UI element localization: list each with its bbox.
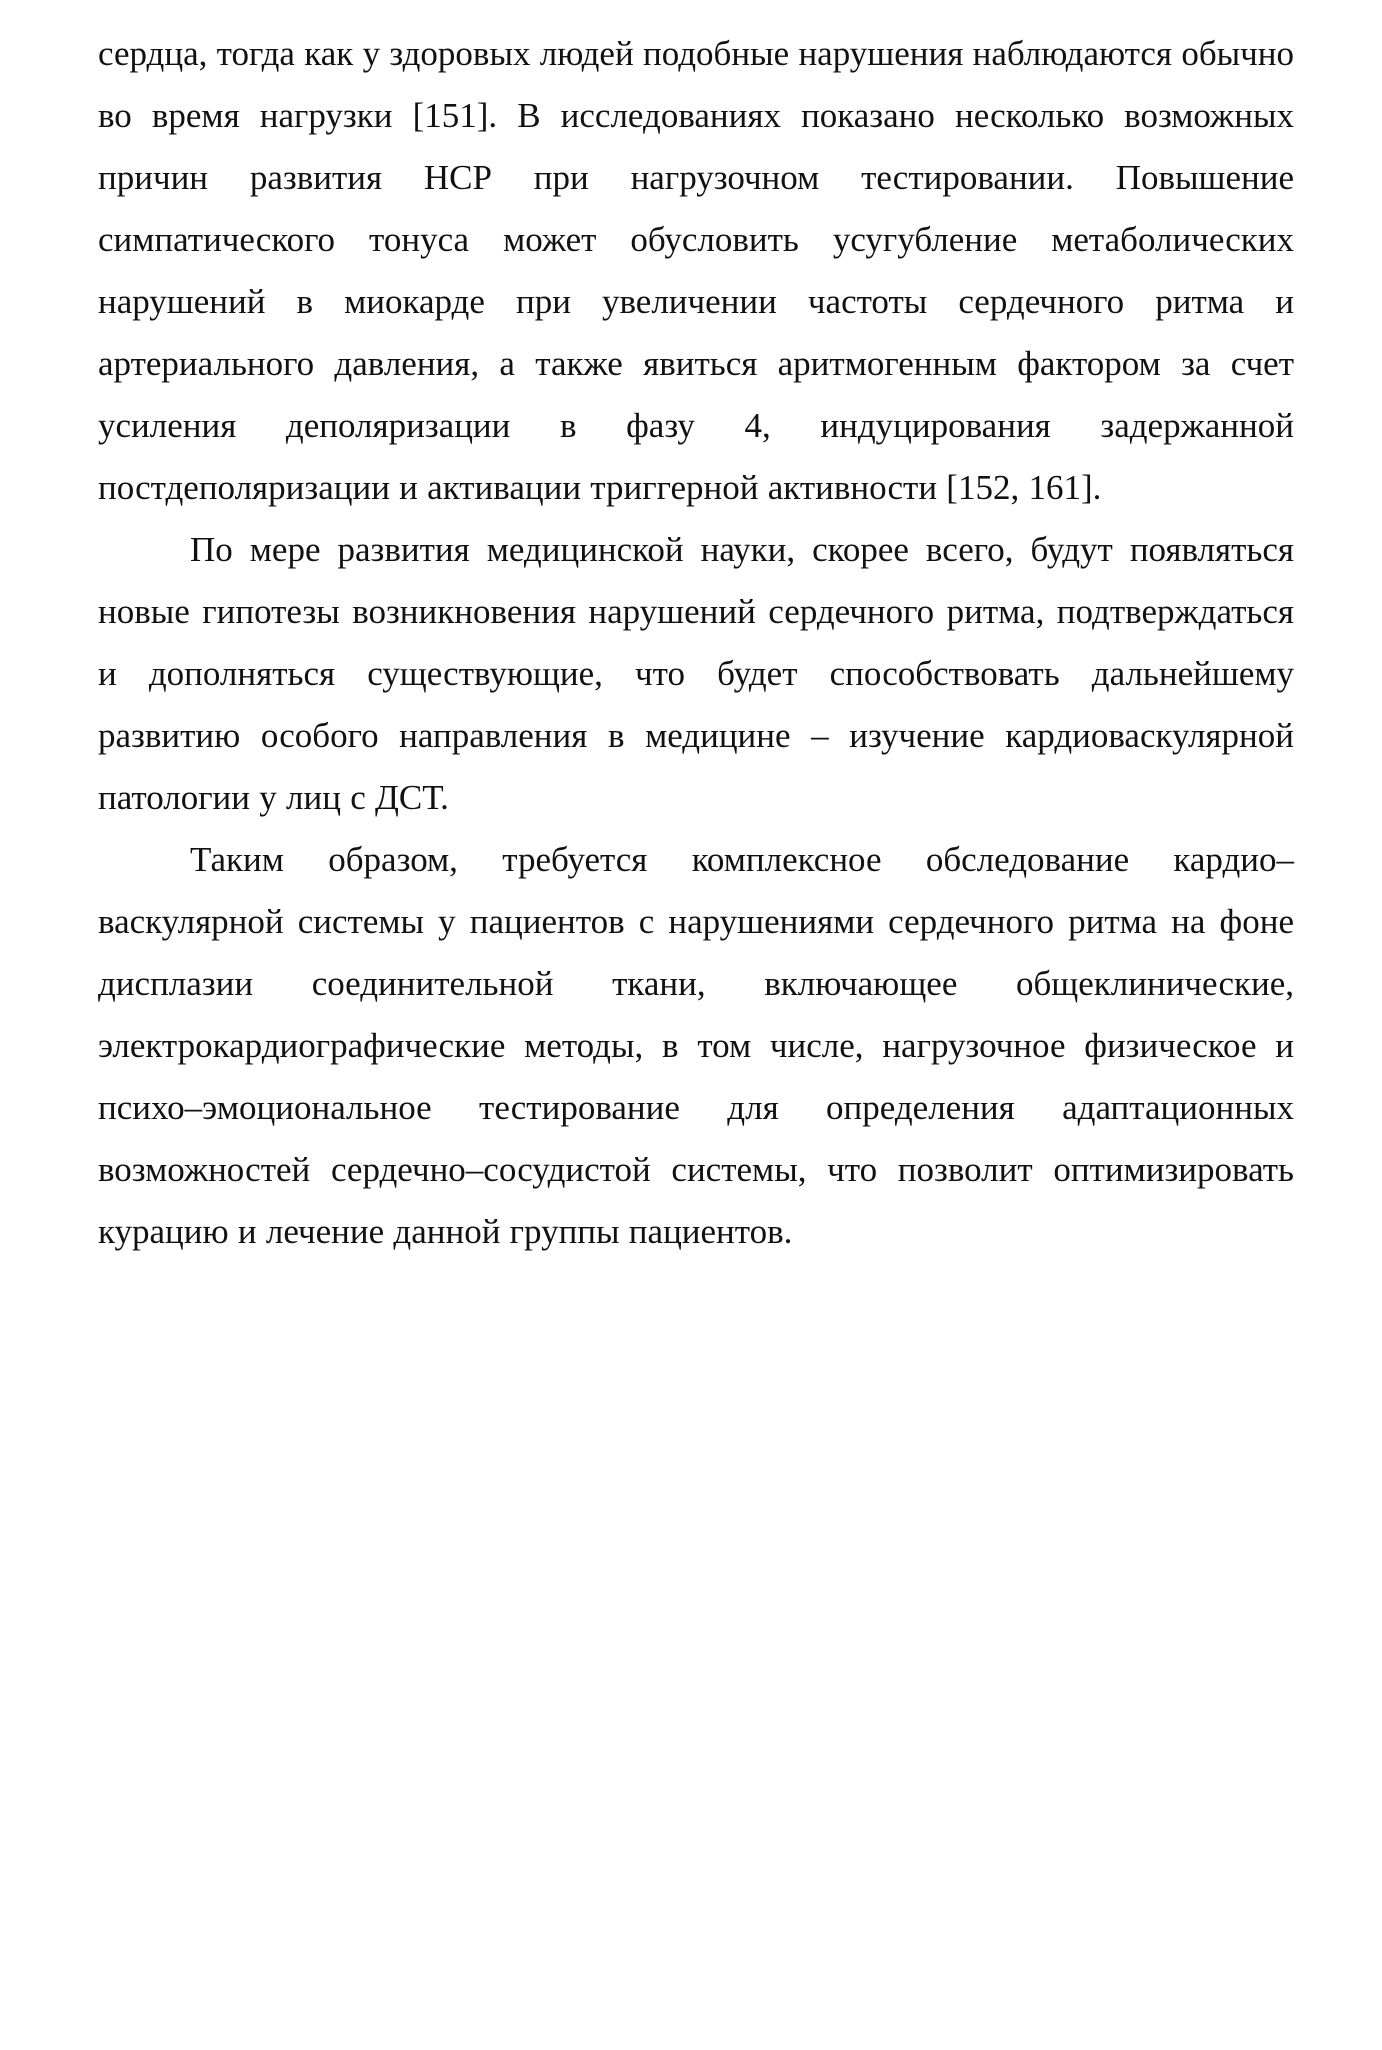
paragraph-continuation: сердца, тогда как у здоровых людей подобные нарушения наблюдаются обычно во время нагрузки [151]. В исследованиях показано несколько возможных причин развития НСР при нагрузочном тестировании. Повышение симпатического тонуса может обусловить усугубление метаболических нарушений в миокарде при увеличении частоты сердечного ритма и артериального давления, а также явиться аритмогенным фактором за счет усиления деполяризации в фазу 4, индуцирования задержанной постдеполяризации и активации триггерной активности [152, 161]. xyxy=(98,34,1294,507)
document-page xyxy=(98,23,1294,1263)
paragraph-medical-science: По мере развития медицинской науки, скорее всего, будут появляться новые гипотезы возникновения нарушений сердечного ритма, подтверждаться и дополняться существующие, что будет способствовать дальнейшему развитию особого направления в медицине – изучение кардиоваскулярной патологии у лиц с ДСТ. xyxy=(98,530,1294,817)
paragraph-conclusion: Таким образом, требуется комплексное обследование кардио–васкулярной системы у пациентов с нарушениями сердечного ритма на фоне дисплазии соединительной ткани, включающее общеклинические, электрокардиографические методы, в том числе, нагрузочное физическое и психо–эмоциональное тестирование для определения адаптационных возможностей сердечно–сосудистой системы, что позволит оптимизировать курацию и лечение данной группы пациентов. xyxy=(98,840,1294,1251)
